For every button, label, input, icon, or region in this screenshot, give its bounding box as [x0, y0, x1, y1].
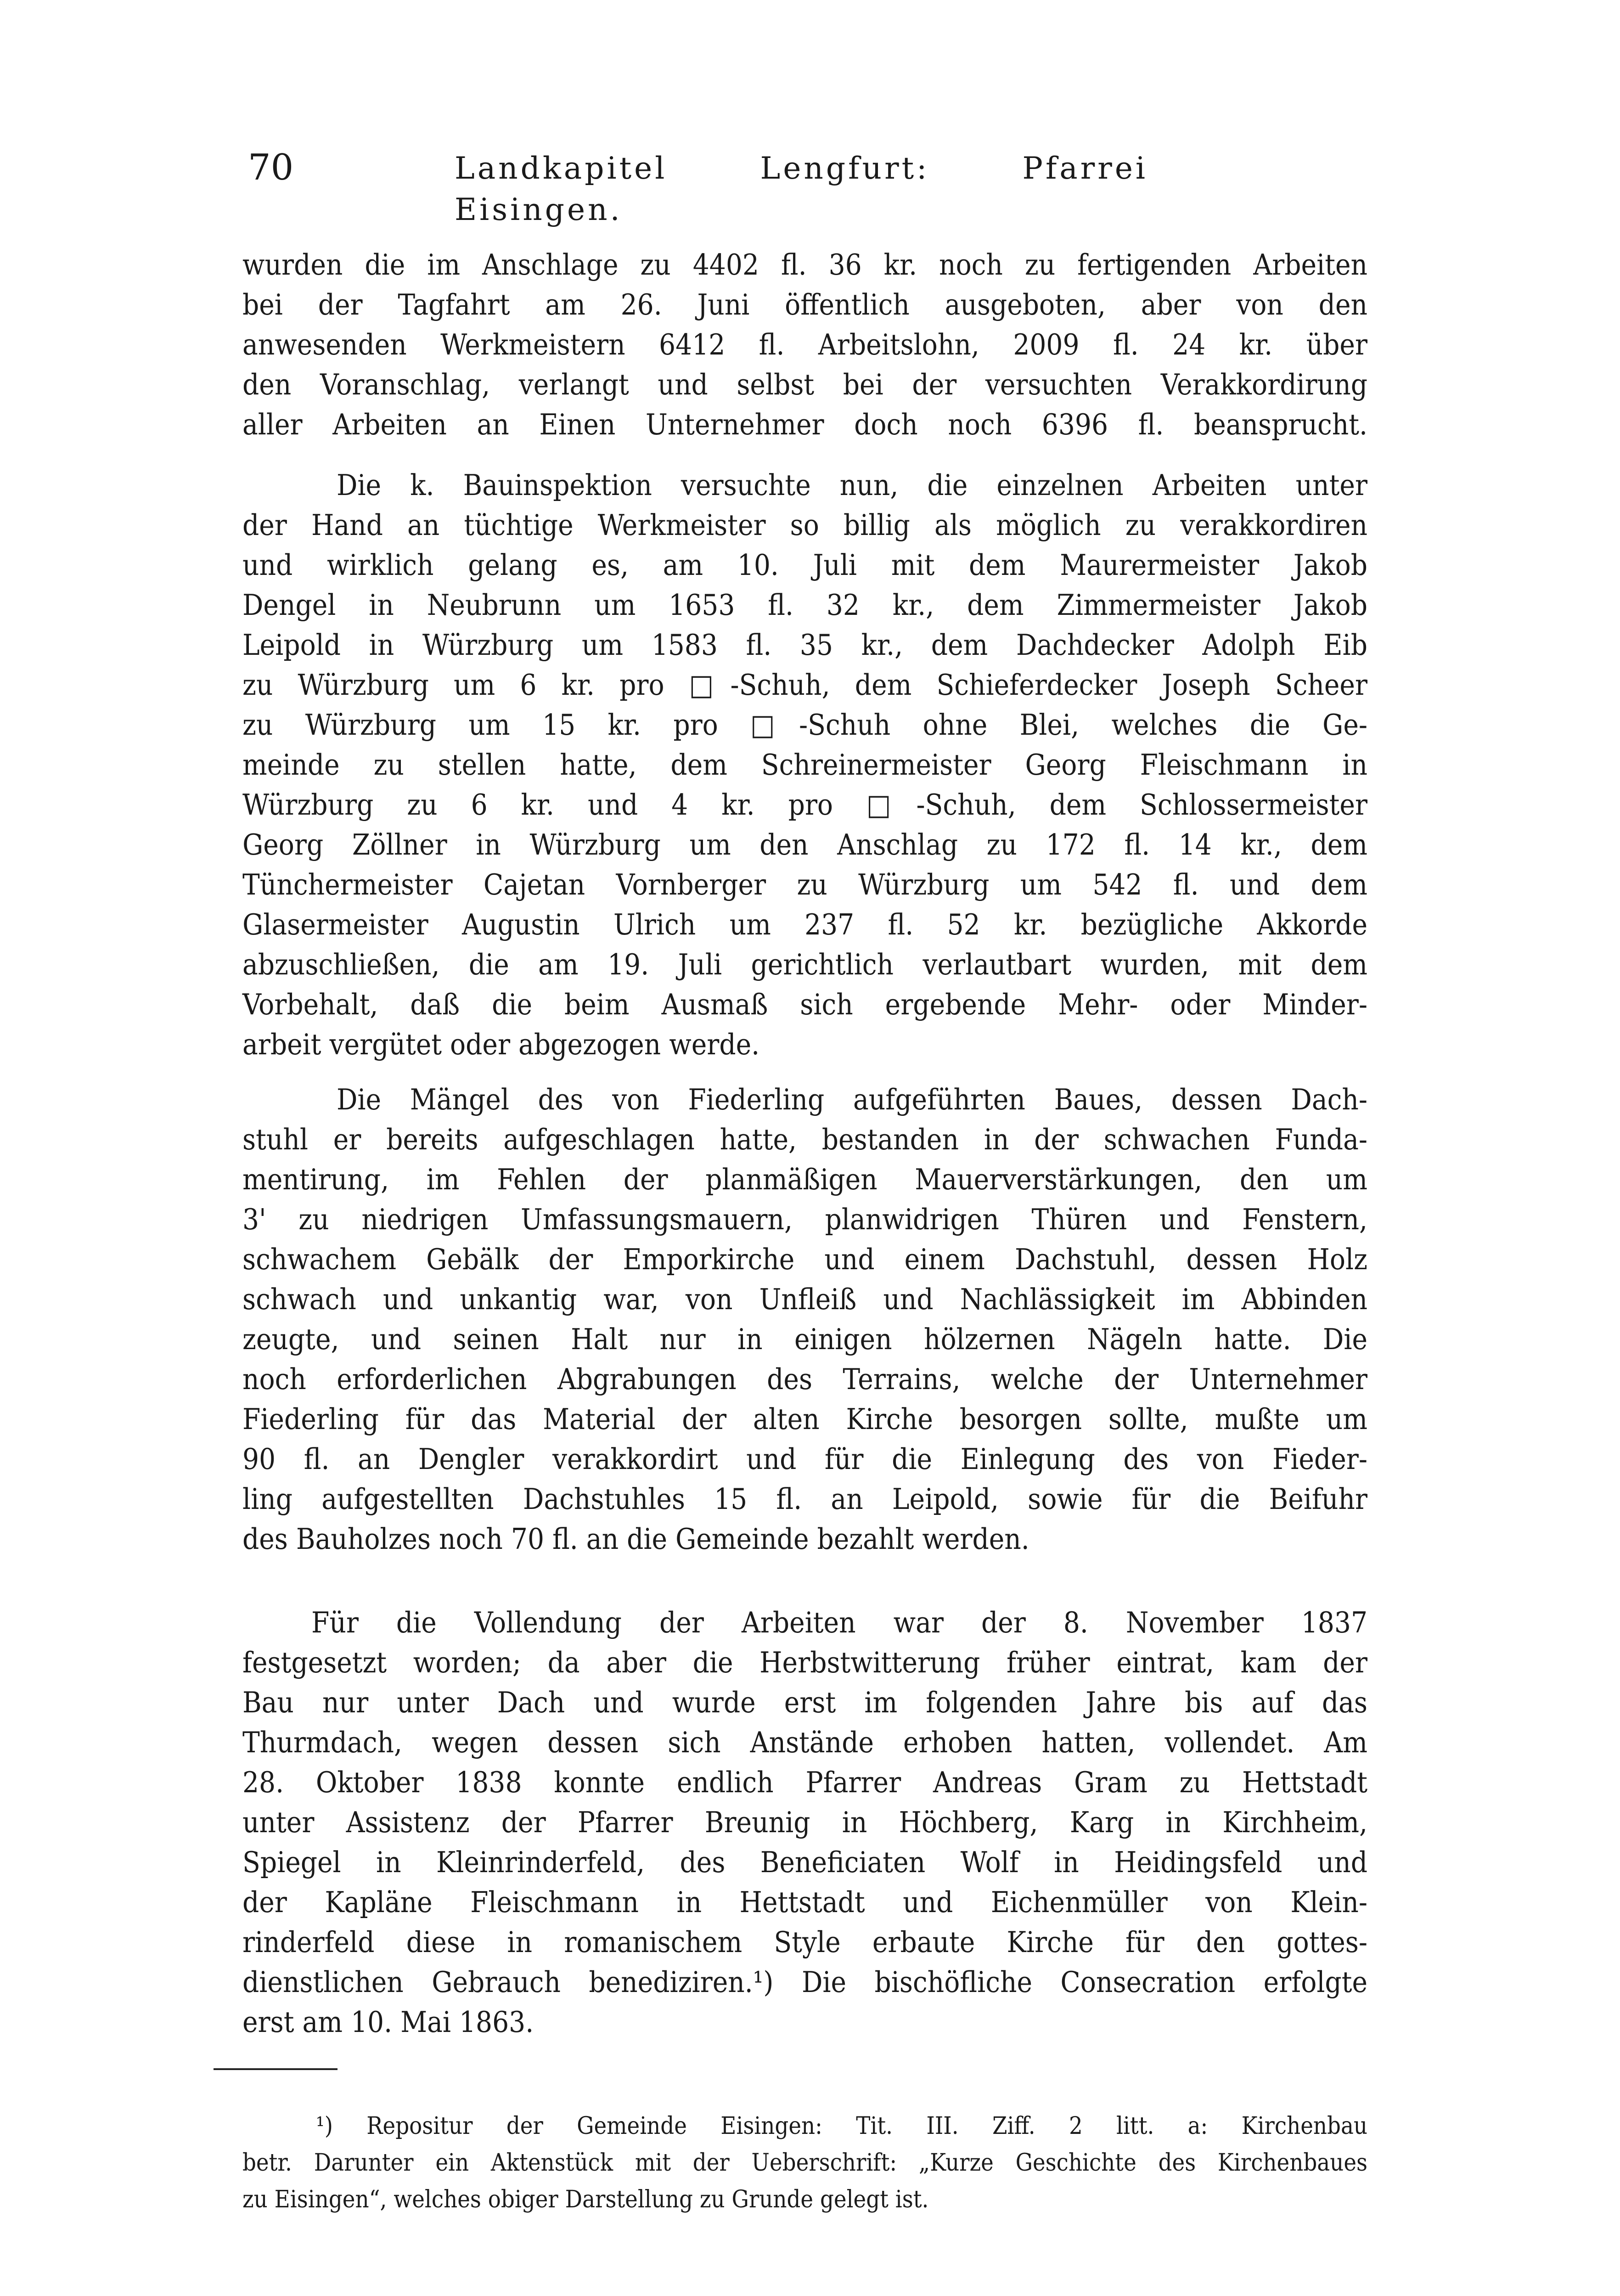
text-line: zu Würzburg um 15 kr. pro □-Schuh ohne Blei, welches die Ge-	[242, 708, 1367, 742]
text-line: Würzburg zu 6 kr. und 4 kr. pro □-Schuh, dem Schlossermeister	[242, 788, 1367, 822]
text-line: wurden die im Anschlage zu 4402 fl. 36 kr. noch zu fertigenden Arbeiten	[242, 248, 1367, 281]
text-line: der Kapläne Fleischmann in Hettstadt und Eichenmüller von Klein-	[242, 1885, 1367, 1919]
text-line: zu Würzburg um 6 kr. pro □-Schuh, dem Schieferdecker Joseph Scheer	[242, 668, 1367, 702]
text-line: meinde zu stellen hatte, dem Schreinermeister Georg Fleischmann in	[242, 748, 1367, 782]
text-line: abzuschließen, die am 19. Juli gerichtlich verlautbart wurden, mit dem	[242, 948, 1367, 981]
text-line: dienstlichen Gebrauch benediziren.¹) Die bischöfliche Consecration erfolgte	[242, 1965, 1367, 1999]
text-line: Für die Vollendung der Arbeiten war der 8. November 1837	[311, 1606, 1367, 1639]
text-line: den Voranschlag, verlangt und selbst bei der versuchten Verakkordirung	[242, 368, 1367, 401]
text-line: Glasermeister Augustin Ulrich um 237 fl. 52 kr. bezügliche Akkorde	[242, 908, 1367, 941]
footnote-line: betr. Darunter ein Aktenstück mit der Ueberschrift: „Kurze Geschichte des Kirchenbaues	[242, 2149, 1367, 2177]
text-line: Spiegel in Kleinrinderfeld, des Beneficiaten Wolf in Heidingsfeld und	[242, 1846, 1367, 1879]
page-number: 70	[248, 147, 294, 188]
text-line: erst am 10. Mai 1863.	[242, 2005, 534, 2039]
text-line: unter Assistenz der Pfarrer Breunig in Höchberg, Karg in Kirchheim,	[242, 1806, 1367, 1839]
running-title: Landkapitel Lengfurt: Pfarrei Eisingen.	[455, 151, 1148, 227]
footnote-line: zu Eisingen“, welches obiger Darstellung zu Grunde gelegt ist.	[242, 2186, 929, 2213]
text-line: stuhl er bereits aufgeschlagen hatte, bestanden in der schwachen Funda-	[242, 1123, 1367, 1156]
text-line: Tünchermeister Cajetan Vornberger zu Würzburg um 542 fl. und dem	[242, 868, 1367, 901]
text-line: Leipold in Würzburg um 1583 fl. 35 kr., dem Dachdecker Adolph Eib	[242, 628, 1367, 662]
text-line: Thurmdach, wegen dessen sich Anstände erhoben hatten, vollendet. Am	[242, 1726, 1367, 1759]
text-line: bei der Tagfahrt am 26. Juni öffentlich ausgeboten, aber von den	[242, 288, 1367, 321]
text-line: ling aufgestellten Dachstuhles 15 fl. an Leipold, sowie für die Beifuhr	[242, 1482, 1367, 1516]
text-line: 28. Oktober 1838 konnte endlich Pfarrer Andreas Gram zu Hettstadt	[242, 1766, 1367, 1799]
paragraph-1	[242, 245, 1367, 445]
text-line: Die k. Bauinspektion versuchte nun, die einzelnen Arbeiten unter	[337, 468, 1367, 502]
text-line: schwach und unkantig war, von Unfleiß und Nachlässigkeit im Abbinden	[242, 1283, 1367, 1316]
paragraph-2	[242, 465, 1367, 1064]
text-line: Die Mängel des von Fiederling aufgeführten Baues, dessen Dach-	[337, 1083, 1367, 1116]
text-line: der Hand an tüchtige Werkmeister so billig als möglich zu verakkordiren	[242, 508, 1367, 542]
footnote-divider	[214, 2068, 338, 2070]
text-line: Bau nur unter Dach und wurde erst im folgenden Jahre bis auf das	[242, 1686, 1367, 1719]
text-line: Georg Zöllner in Würzburg um den Anschlag zu 172 fl. 14 kr., dem	[242, 828, 1367, 861]
text-line: arbeit vergütet oder abgezogen werde.	[242, 1028, 760, 1061]
text-line: mentirung, im Fehlen der planmäßigen Mauerverstärkungen, den um	[242, 1163, 1367, 1196]
paragraph-3	[242, 1080, 1367, 1559]
footnote	[242, 2108, 1367, 2218]
text-line: aller Arbeiten an Einen Unternehmer doch noch 6396 fl. beansprucht.	[242, 408, 1367, 441]
text-line: Dengel in Neubrunn um 1653 fl. 32 kr., dem Zimmermeister Jakob	[242, 588, 1367, 622]
text-line: noch erforderlichen Abgrabungen des Terrains, welche der Unternehmer	[242, 1362, 1367, 1396]
text-line: festgesetzt worden; da aber die Herbstwitterung früher eintrat, kam der	[242, 1646, 1367, 1679]
text-line: Fiederling für das Material der alten Kirche besorgen sollte, mußte um	[242, 1402, 1367, 1436]
text-line: 90 fl. an Dengler verakkordirt und für die Einlegung des von Fieder-	[242, 1442, 1367, 1476]
text-line: des Bauholzes noch 70 fl. an die Gemeinde bezahlt werden.	[242, 1522, 1029, 1556]
text-line: zeugte, und seinen Halt nur in einigen hölzernen Nägeln hatte. Die	[242, 1322, 1367, 1356]
text-line: anwesenden Werkmeistern 6412 fl. Arbeitslohn, 2009 fl. 24 kr. über	[242, 328, 1367, 361]
text-line: 3' zu niedrigen Umfassungsmauern, planwidrigen Thüren und Fenstern,	[242, 1203, 1367, 1236]
text-line: Vorbehalt, daß die beim Ausmaß sich ergebende Mehr- oder Minder-	[242, 988, 1367, 1021]
footnote-line: ¹) Repositur der Gemeinde Eisingen: Tit. III. Ziff. 2 litt. a: Kirchenbau	[316, 2112, 1367, 2140]
text-line: schwachem Gebälk der Emporkirche und einem Dachstuhl, dessen Holz	[242, 1243, 1367, 1276]
text-line: rinderfeld diese in romanischem Style erbaute Kirche für den gottes-	[242, 1925, 1367, 1959]
paragraph-4	[242, 1603, 1367, 2042]
text-line: und wirklich gelang es, am 10. Juli mit dem Maurermeister Jakob	[242, 548, 1367, 582]
